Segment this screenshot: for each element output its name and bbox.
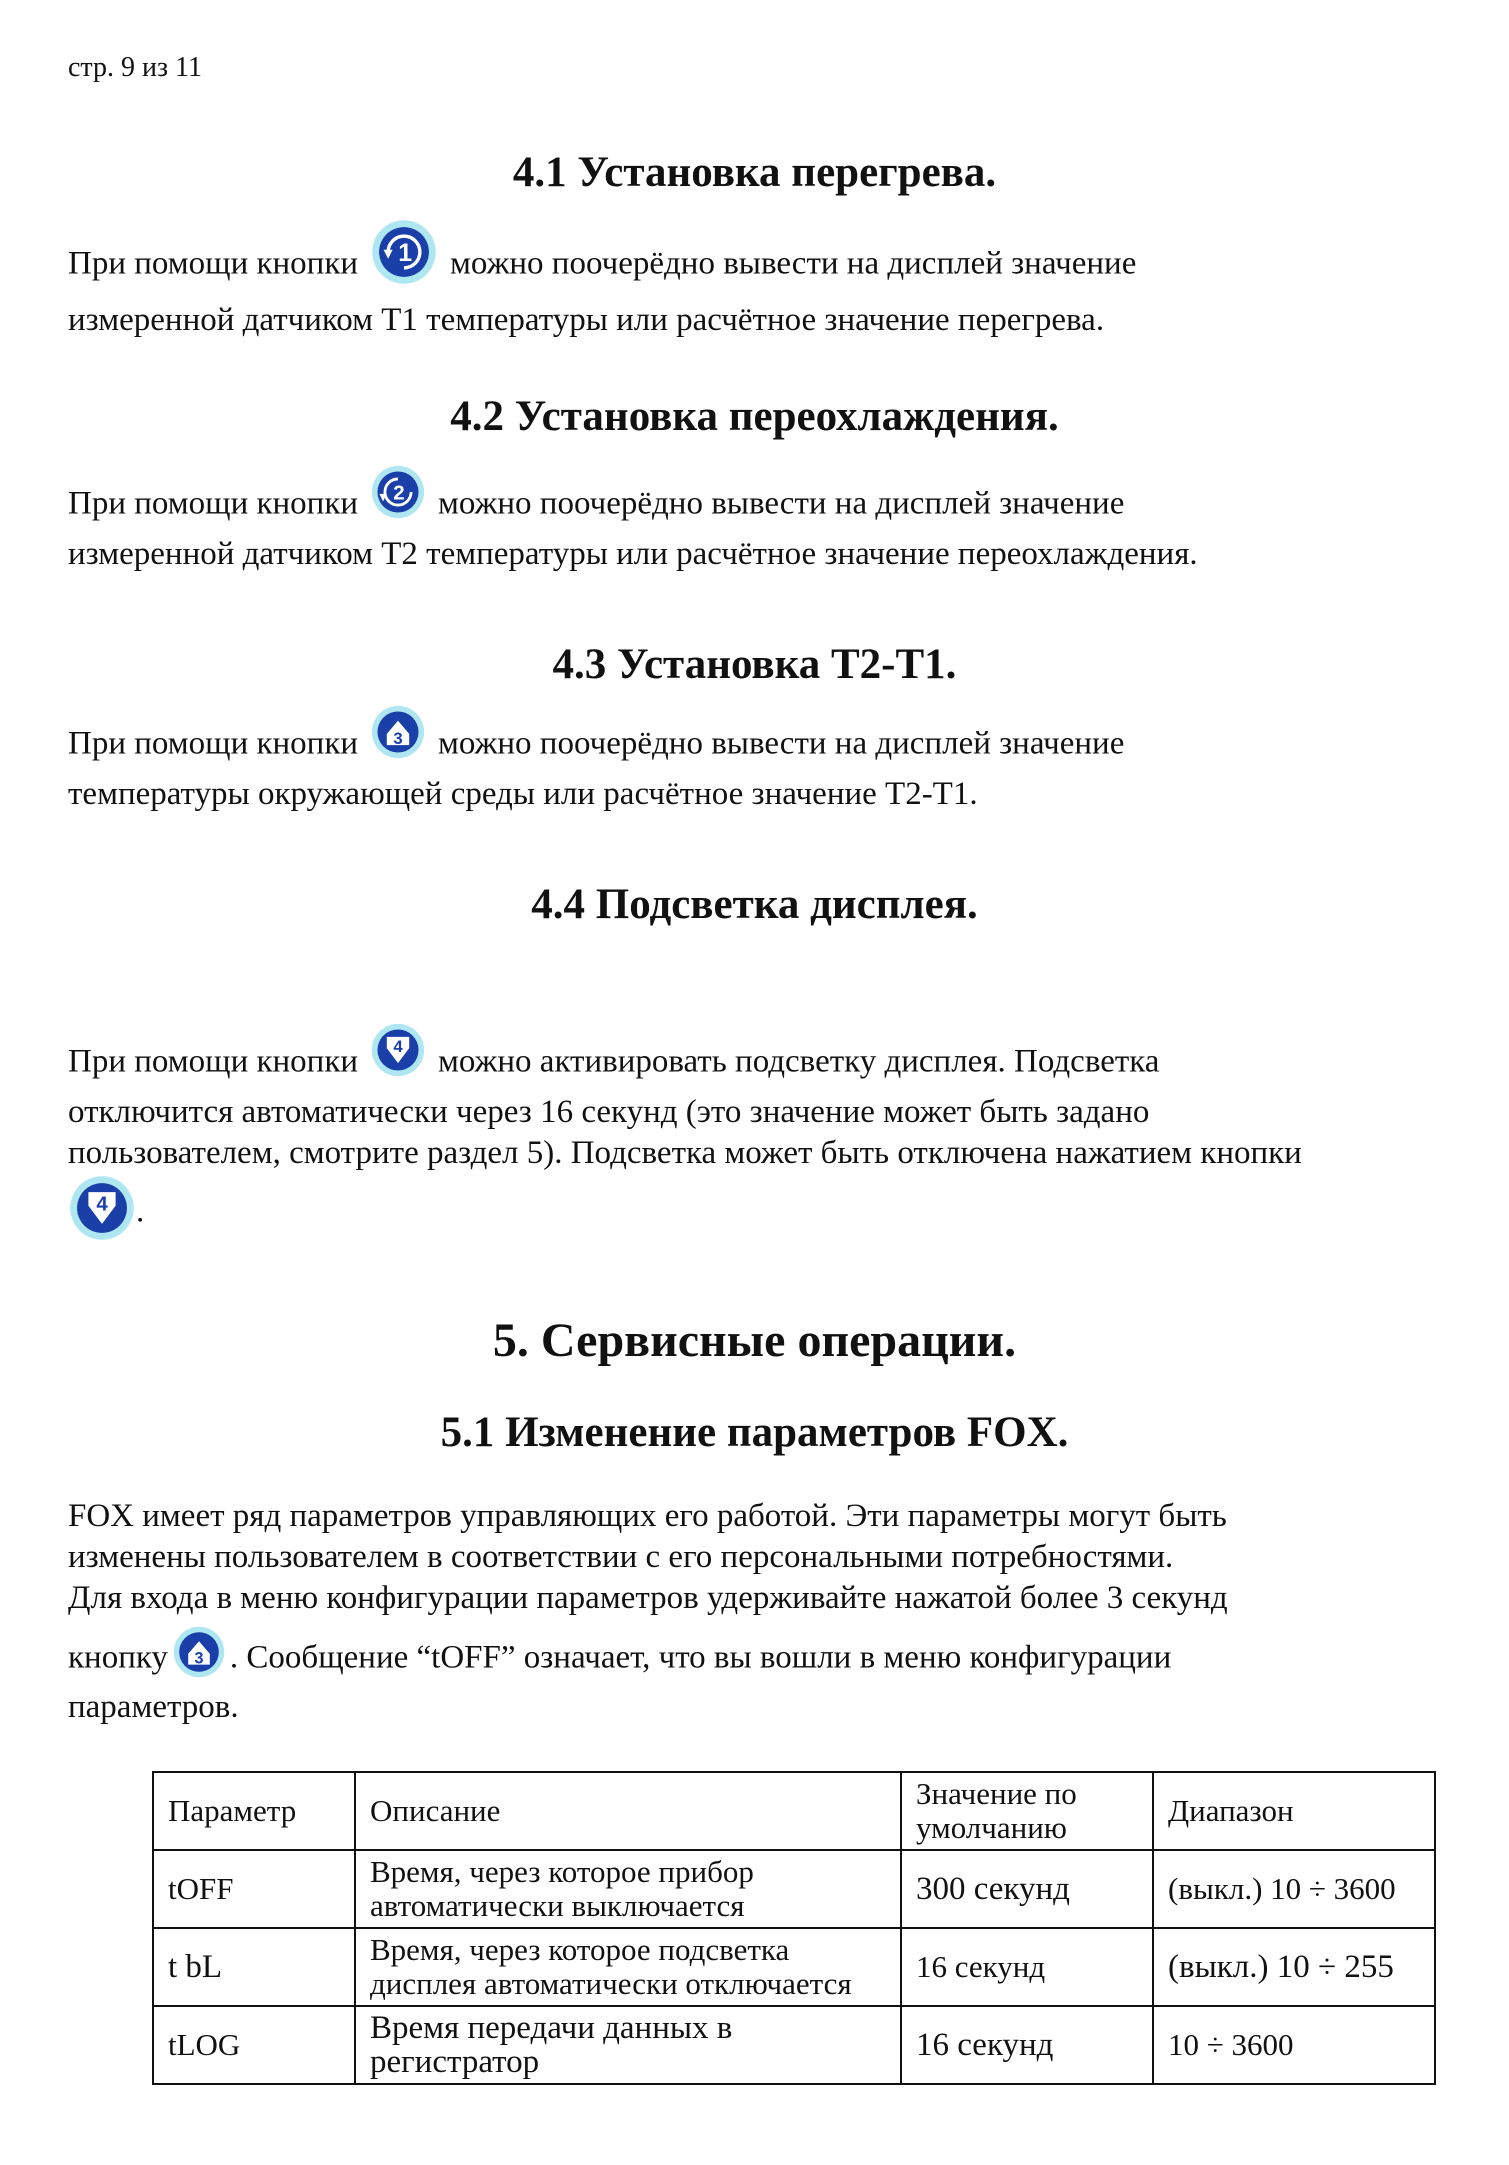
text: параметров. <box>68 1689 239 1725</box>
text: изменены пользователем в соответствии с его персональными потребностями. <box>68 1539 1174 1575</box>
text: можно поочерёдно вывести на дисплей значение <box>438 725 1125 762</box>
table-cell: tOFF <box>153 1850 355 1928</box>
table-row <box>153 1928 1435 2006</box>
text: можно поочерёдно вывести на дисплей значение <box>438 485 1125 522</box>
text: измеренной датчиком Т1 температуры или расчётное значение перегрева. <box>68 302 1105 338</box>
table-row <box>153 2006 1435 2084</box>
section-4-3-text <box>68 718 1124 815</box>
table-cell: 16 секунд <box>901 2006 1153 2084</box>
round-button-4-icon <box>68 1174 136 1242</box>
section-5-1-text <box>68 1496 1228 1728</box>
round-button-2-icon <box>370 464 426 520</box>
text: можно активировать подсветку дисплея. Подсветка <box>438 1043 1160 1080</box>
text: отключится автоматически через 16 секунд (это значение может быть задано <box>68 1094 1150 1130</box>
table-cell: 16 секунд <box>901 1928 1153 2006</box>
text: FOX имеет ряд параметров управляющих его работой. Эти параметры могут быть <box>68 1498 1227 1534</box>
table-cell: 300 секунд <box>901 1850 1153 1928</box>
round-button-3-icon <box>370 704 426 760</box>
section-4-2-text <box>68 478 1198 575</box>
table-cell: Время передачи данных в регистратор <box>355 2006 901 2084</box>
text: температуры окружающей среды или расчётное значение Т2-Т1. <box>68 776 978 812</box>
section-4-4-heading: 4.4 Подсветка дисплея. <box>531 881 978 928</box>
table-header-cell: Значение по умолчанию <box>901 1772 1153 1850</box>
chapter-5-heading: 5. Сервисные операции. <box>492 1314 1017 1367</box>
section-5-1-heading: 5.1 Изменение параметров FOX. <box>440 1409 1069 1456</box>
text: кнопку <box>68 1639 168 1676</box>
round-button-3-icon <box>172 1625 226 1679</box>
text: При помощи кнопки <box>68 245 359 282</box>
section-4-3-heading: 4.3 Установка Т2-Т1. <box>552 641 957 688</box>
round-button-4-icon <box>370 1022 426 1078</box>
section-4-1-text <box>68 232 1136 341</box>
table-cell: Время, через которое прибор автоматически выключается <box>355 1850 901 1928</box>
text: При помощи кнопки <box>68 485 359 522</box>
text: пользователем, смотрите раздел 5). Подсветка может быть отключена нажатием кнопки <box>68 1135 1302 1171</box>
parameters-table <box>152 1771 1436 2085</box>
text: . Сообщение “tOFF” означает, что вы вошли в меню конфигурации <box>229 1639 1172 1676</box>
table-header-cell: Параметр <box>153 1772 355 1850</box>
text: измеренной датчиком Т2 температуры или расчётное значение переохлаждения. <box>68 536 1198 572</box>
table-header-row <box>153 1772 1435 1850</box>
round-button-1-icon <box>370 218 438 286</box>
page-number: стр. 9 из 11 <box>68 52 203 83</box>
text: . <box>136 1193 145 1230</box>
table-header-cell: Описание <box>355 1772 901 1850</box>
text: можно поочерёдно вывести на дисплей значение <box>450 245 1137 282</box>
table-cell: t bL <box>153 1928 355 2006</box>
table-header-cell: Диапазон <box>1153 1772 1435 1850</box>
text: При помощи кнопки <box>68 1043 359 1080</box>
section-4-4-text <box>68 1036 1302 1248</box>
section-4-2-heading: 4.2 Установка переохлаждения. <box>450 393 1059 440</box>
table-cell: tLOG <box>153 2006 355 2084</box>
table-cell: 10 ÷ 3600 <box>1153 2006 1435 2084</box>
text: Для входа в меню конфигурации параметров удерживайте нажатой более 3 секунд <box>68 1580 1228 1616</box>
table-cell: (выкл.) 10 ÷ 3600 <box>1153 1850 1435 1928</box>
table-row <box>153 1850 1435 1928</box>
text: При помощи кнопки <box>68 725 359 762</box>
section-4-1-heading: 4.1 Установка перегрева. <box>512 149 997 196</box>
table-cell: (выкл.) 10 ÷ 255 <box>1153 1928 1435 2006</box>
table-cell: Время, через которое подсветка дисплея автоматически отключается <box>355 1928 901 2006</box>
